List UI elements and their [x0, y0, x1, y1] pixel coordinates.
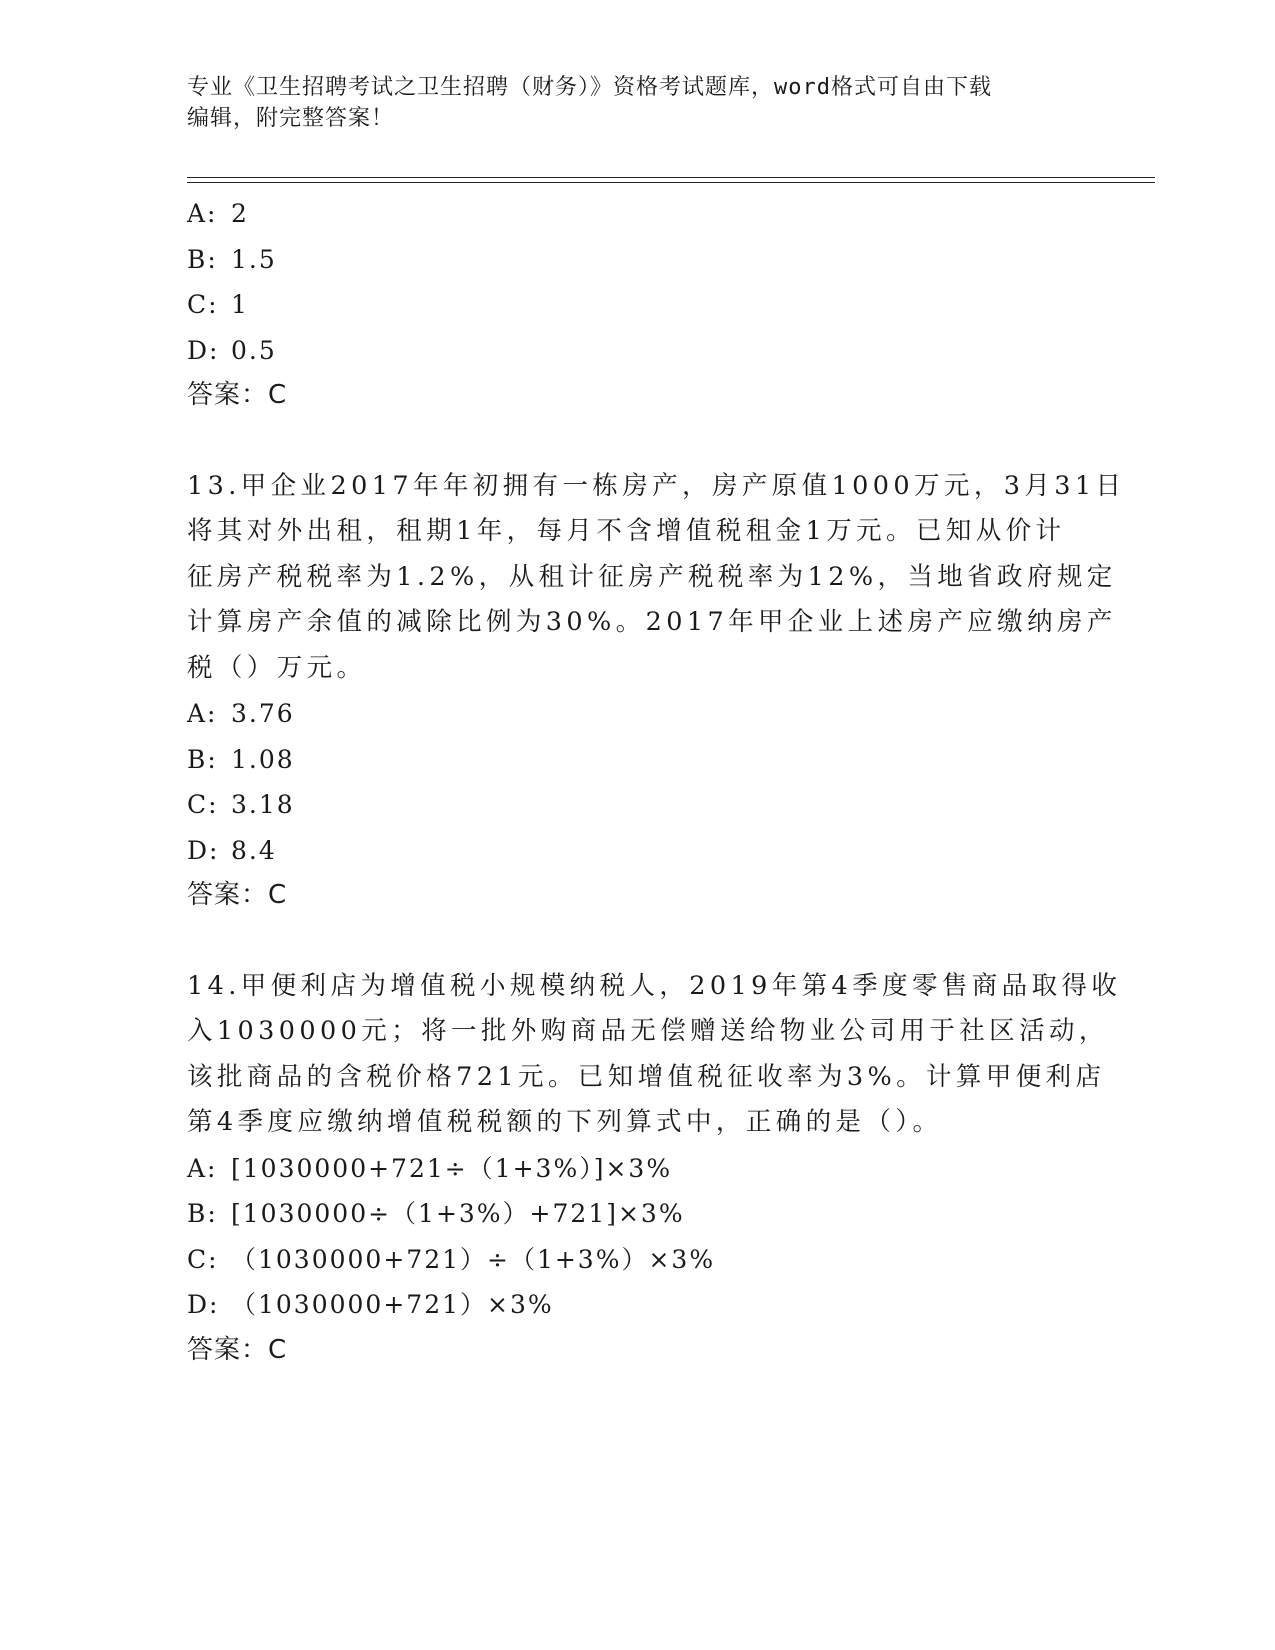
option-a — [187, 691, 1087, 737]
option-c — [187, 1237, 1087, 1283]
answer-line: 答案：C — [187, 1334, 288, 1365]
option-text: 1.08 — [231, 744, 295, 774]
option-text: 8.4 — [231, 835, 277, 865]
option-text: 0.5 — [231, 335, 277, 365]
option-letter: D: — [187, 1290, 220, 1319]
option-letter: C: — [187, 1244, 219, 1274]
option-letter: B: — [187, 244, 218, 274]
option-letter: A: — [187, 699, 218, 728]
option-letter: A: — [187, 199, 218, 228]
question-13-text — [187, 464, 1126, 692]
option-c — [187, 782, 1087, 828]
option-text: 1 — [231, 290, 249, 319]
question-line: 税（）万元。 — [187, 652, 367, 683]
option-a — [187, 191, 1087, 237]
option-c — [187, 282, 1087, 328]
option-letter: B: — [187, 744, 218, 774]
option-b — [187, 737, 1087, 783]
option-text: [1030000+721÷（1+3%）]×3% — [231, 1153, 673, 1183]
answer-line: 答案：C — [187, 880, 288, 910]
question-line: 入1030000元；将一批外购商品无偿赠送给物业公司用于社区活动， — [187, 1016, 1109, 1046]
option-d — [187, 328, 1087, 374]
question-line: 13.甲企业2017年年初拥有一栋房产，房产原值1000万元，3月31日 — [187, 470, 1126, 501]
option-text: [1030000÷（1+3%）+721]×3% — [231, 1199, 685, 1228]
option-letter: B: — [187, 1199, 218, 1228]
option-b — [187, 1191, 1087, 1237]
question-line: 第4季度应缴纳增值税税额的下列算式中，正确的是（）。 — [187, 1107, 943, 1137]
option-letter: A: — [187, 1153, 218, 1183]
option-letter: C: — [187, 790, 219, 819]
header-divider-bottom — [187, 182, 1155, 183]
option-text: 1.5 — [231, 244, 277, 274]
question-14-block — [187, 964, 1122, 1374]
document-body — [187, 191, 1126, 1373]
question-line: 将其对外出租，租期1年，每月不含增值税租金1万元。已知从价计 — [187, 516, 1066, 546]
question-14-text — [187, 964, 1122, 1146]
header-line-2: 编辑，附完整答案！ — [187, 106, 395, 131]
option-text: 2 — [231, 199, 249, 228]
option-letter: D: — [187, 335, 220, 365]
prev-question-block — [187, 191, 1087, 419]
question-line: 计算房产余值的减除比例为30%。2017年甲企业上述房产应缴纳房产 — [187, 607, 1117, 637]
option-d — [187, 1282, 1087, 1328]
header-divider-top — [187, 177, 1155, 178]
option-text: （1030000+721）÷（1+3%）×3% — [231, 1244, 716, 1274]
question-line: 该批商品的含税价格721元。已知增值税征收率为3%。计算甲便利店 — [187, 1061, 1106, 1092]
document-header — [187, 72, 1067, 134]
question-line: 14.甲便利店为增值税小规模纳税人，2019年第4季度零售商品取得收 — [187, 970, 1122, 1001]
question-line: 征房产税税率为1.2%，从租计征房产税税率为12%，当地省政府规定 — [187, 561, 1117, 592]
option-letter: C: — [187, 290, 219, 319]
option-b — [187, 237, 1087, 283]
question-13-block — [187, 464, 1126, 919]
option-text: 3.76 — [231, 699, 295, 728]
option-a — [187, 1146, 1087, 1192]
header-line-1: 专业《卫生招聘考试之卫生招聘（财务）》资格考试题库，word格式可自由下载 — [187, 75, 992, 100]
option-text: （1030000+721）×3% — [231, 1290, 554, 1319]
option-d — [187, 828, 1087, 874]
option-letter: D: — [187, 835, 220, 865]
option-text: 3.18 — [231, 790, 295, 819]
answer-line: 答案：C — [187, 380, 288, 410]
